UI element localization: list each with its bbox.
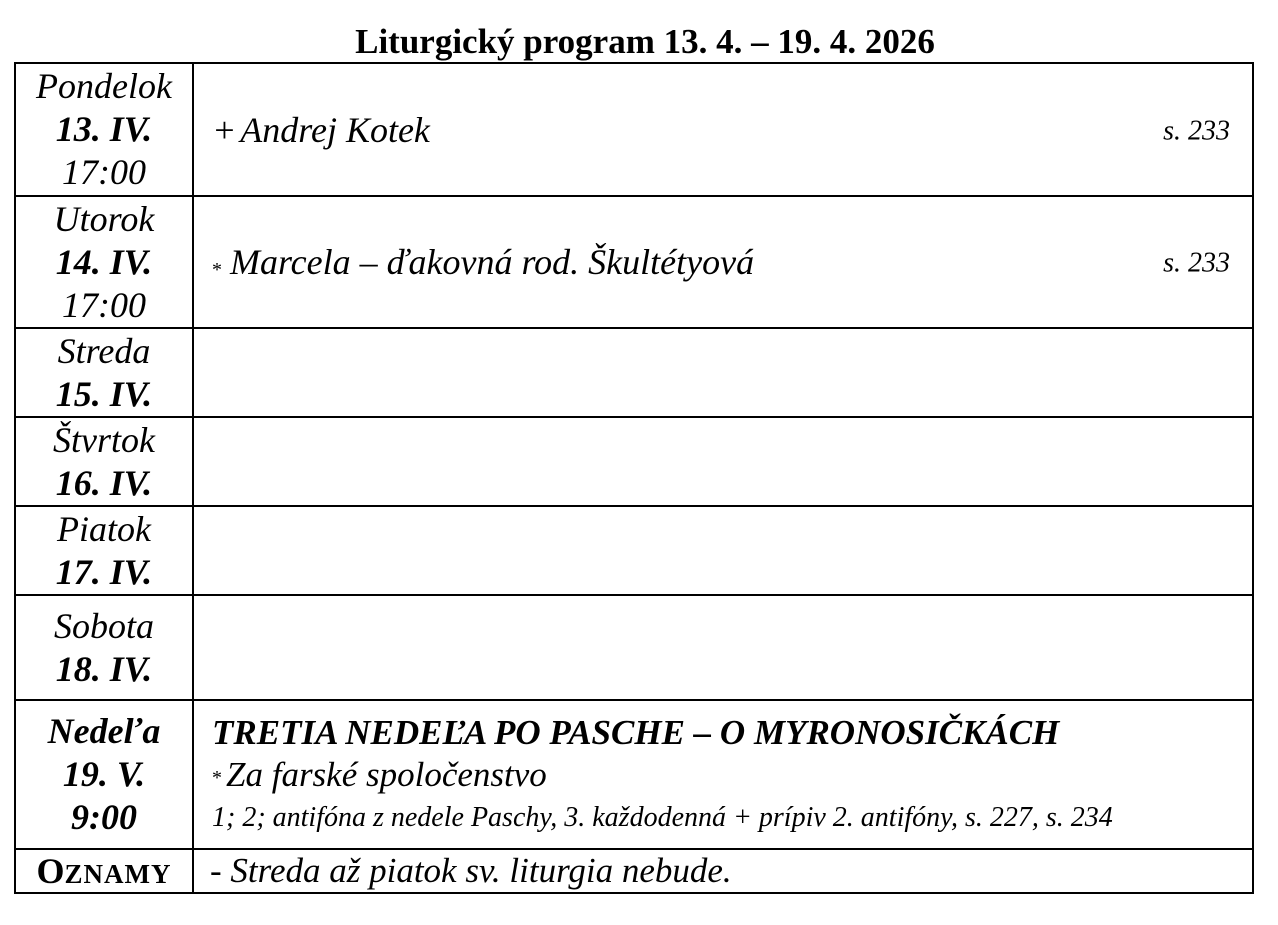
announcements-row bbox=[15, 849, 1253, 893]
announcements-label-rest: ZNAMY bbox=[64, 859, 172, 889]
schedule-row-sunday bbox=[15, 700, 1253, 849]
intention-cell bbox=[193, 328, 1253, 417]
day-date: 19. V. bbox=[62, 754, 146, 794]
schedule-row-saturday bbox=[15, 595, 1253, 700]
day-date: 15. IV. bbox=[55, 373, 153, 414]
schedule-row-friday bbox=[15, 506, 1253, 595]
intention-mark: + bbox=[212, 109, 237, 150]
day-cell bbox=[15, 700, 193, 849]
schedule-row-thursday bbox=[15, 417, 1253, 506]
intention-cell bbox=[193, 196, 1253, 328]
sunday-title: TRETIA NEDEĽA PO PASCHE – O MYRONOSIČKÁCH bbox=[212, 713, 1060, 753]
day-name: Utorok bbox=[53, 198, 155, 239]
announcements-label bbox=[15, 849, 193, 893]
day-cell bbox=[15, 196, 193, 328]
day-time: 17:00 bbox=[62, 284, 146, 325]
star-mark: * bbox=[212, 766, 222, 789]
intention-cell bbox=[193, 506, 1253, 595]
day-cell bbox=[15, 417, 193, 506]
day-time: 9:00 bbox=[71, 797, 137, 837]
day-name: Sobota bbox=[53, 605, 154, 646]
sunday-cell bbox=[193, 700, 1253, 849]
day-name: Nedeľa bbox=[47, 711, 161, 751]
intention-cell bbox=[193, 595, 1253, 700]
schedule-row-monday bbox=[15, 63, 1253, 196]
announcements-label-first: O bbox=[36, 851, 65, 891]
schedule-row-wednesday bbox=[15, 328, 1253, 417]
day-date: 17. IV. bbox=[55, 551, 153, 592]
sunday-note: 1; 2; antifóna z nedele Paschy, 3. každodenná + prípiv 2. antifóny, s. 227, s. 234 bbox=[212, 801, 1113, 833]
day-time: 17:00 bbox=[62, 152, 146, 192]
page-title: Liturgický program 13. 4. – 19. 4. 2026 bbox=[355, 22, 935, 61]
page-reference: s. 233 bbox=[1163, 115, 1230, 147]
schedule-row-tuesday bbox=[15, 196, 1253, 328]
intention-cell bbox=[193, 63, 1253, 196]
day-name: Piatok bbox=[57, 508, 151, 549]
day-date: 18. IV. bbox=[55, 648, 153, 689]
day-name: Štvrtok bbox=[53, 419, 155, 460]
day-date: 13. IV. bbox=[55, 109, 153, 149]
intention-cell bbox=[193, 417, 1253, 506]
day-date: 16. IV. bbox=[55, 462, 153, 503]
day-name: Streda bbox=[57, 330, 151, 371]
day-date: 14. IV. bbox=[55, 241, 153, 282]
page-reference: s. 233 bbox=[1163, 247, 1230, 279]
day-cell bbox=[15, 506, 193, 595]
day-cell bbox=[15, 595, 193, 700]
day-cell bbox=[15, 328, 193, 417]
star-mark: * bbox=[212, 258, 222, 281]
intention-text: Za farské spoločenstvo bbox=[226, 755, 547, 795]
sunday-intention bbox=[212, 755, 1234, 798]
schedule-table bbox=[14, 62, 1254, 894]
intention-text: Andrej Kotek bbox=[240, 109, 430, 150]
announcements-text: - Streda až piatok sv. liturgia nebude. bbox=[193, 849, 1253, 893]
intention-text: Marcela – ďakovná rod. Škultétyová bbox=[230, 242, 755, 282]
day-cell bbox=[15, 63, 193, 196]
day-name: Pondelok bbox=[36, 66, 172, 106]
